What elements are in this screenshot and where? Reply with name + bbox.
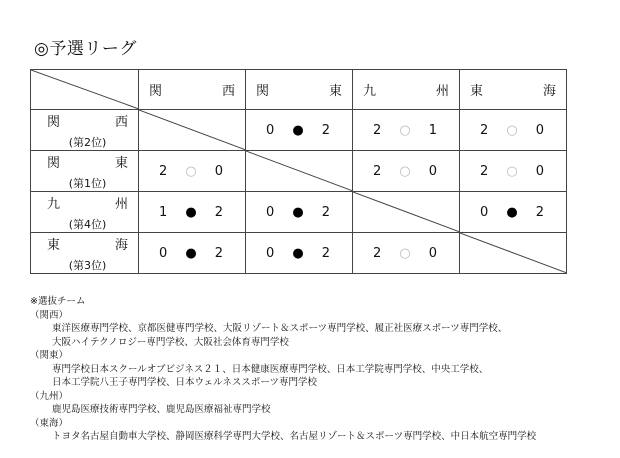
team-name-char: 西: [114, 114, 128, 130]
col-header-char: 関: [256, 84, 270, 99]
col-header-kyushu: [353, 70, 460, 110]
loss-mark-icon: ●: [185, 245, 197, 261]
page-title: ◎予選リーグ: [34, 39, 137, 59]
school-list-line: 東洋医療専門学校、京都医健専門学校、大阪リゾート＆スポーツ専門学校、履正社医療スポーツ専門学校、: [52, 323, 508, 334]
row-header-kanto: [31, 151, 139, 192]
loss-mark-icon: ●: [292, 122, 304, 138]
team-rank: (第2位): [68, 135, 107, 149]
team-row-kansai: [31, 110, 567, 151]
score-right: 0: [428, 163, 437, 179]
score-right: 2: [321, 245, 330, 261]
team-rank: (第3位): [68, 258, 107, 272]
score-cell: [139, 151, 246, 192]
col-header-kanto: [246, 70, 353, 110]
score-left: 0: [159, 245, 168, 261]
col-header-char: 東: [328, 84, 342, 99]
score-cell: [139, 233, 246, 274]
score-right: 0: [214, 163, 223, 179]
region-label: （九州）: [30, 390, 69, 402]
team-row-kyushu: [31, 192, 567, 233]
loss-mark-icon: ●: [506, 204, 518, 220]
self-match-cell: [246, 151, 353, 192]
win-mark-icon: ○: [399, 163, 411, 179]
team-name-char: 九: [47, 196, 61, 212]
league-table: [30, 69, 567, 274]
score-left: 0: [266, 122, 275, 138]
self-match-cell: [353, 192, 460, 233]
team-row-tokai: [31, 233, 567, 274]
col-header-char: 関: [149, 84, 163, 99]
col-header-char: 西: [221, 84, 235, 99]
team-rank: (第4位): [68, 217, 107, 231]
results-table: [30, 69, 567, 274]
score-cell: [460, 110, 567, 151]
score-left: 2: [159, 163, 168, 179]
school-list-line: 大阪ハイテクノロジー専門学校、大阪社会体育専門学校: [52, 336, 289, 348]
region-label: （東海）: [30, 417, 69, 429]
col-header-char: 海: [542, 84, 556, 99]
win-mark-icon: ○: [506, 122, 518, 138]
score-right: 2: [214, 204, 223, 220]
school-list-line: 日本工学院八王子専門学校、日本ウェルネススポーツ専門学校: [52, 377, 317, 388]
score-right: 0: [428, 245, 437, 261]
score-cell: [139, 192, 246, 233]
score-right: 2: [321, 204, 330, 220]
score-cell: [246, 192, 353, 233]
diagonal-line: [460, 233, 567, 273]
team-notes: [30, 295, 536, 444]
corner-cell: [31, 70, 139, 110]
score-cell: [460, 192, 567, 233]
diagonal-line: [246, 151, 353, 191]
win-mark-icon: ○: [506, 163, 518, 179]
col-header-char: 州: [435, 84, 449, 99]
team-name-char: 関: [47, 114, 61, 130]
score-left: 2: [480, 122, 489, 138]
school-list-line: トヨタ名古屋自動車大学校、静岡医療科学専門大学校、名古屋リゾート＆スポーツ専門学校、中日本航空専門学校: [52, 431, 537, 442]
diagonal-line: [139, 110, 246, 150]
self-match-cell: [460, 233, 567, 274]
col-header-kansai: [139, 70, 246, 110]
row-header-kansai: [31, 110, 139, 151]
score-cell: [246, 110, 353, 151]
school-list-line: 鹿児島医療技術専門学校、鹿児島医療福祉専門学校: [52, 404, 271, 415]
notes-heading: ※選抜チーム: [30, 296, 86, 307]
row-header-kyushu: [31, 192, 139, 233]
score-right: 0: [535, 122, 544, 138]
corner-diagonal: [31, 70, 139, 109]
score-left: 2: [480, 163, 489, 179]
score-cell: [353, 151, 460, 192]
score-left: 0: [266, 245, 275, 261]
region-label: （関東）: [30, 350, 69, 361]
score-left: 0: [266, 204, 275, 220]
score-cell: [246, 233, 353, 274]
score-left: 2: [373, 122, 382, 138]
win-mark-icon: ○: [185, 163, 197, 179]
score-cell: [353, 110, 460, 151]
score-cell: [460, 151, 567, 192]
score-right: 1: [428, 122, 437, 138]
win-mark-icon: ○: [399, 245, 411, 261]
team-rank: (第1位): [68, 176, 107, 190]
header-row: [31, 70, 567, 110]
col-header-tokai: [460, 70, 567, 110]
score-left: 2: [373, 163, 382, 179]
team-row-kanto: [31, 151, 567, 192]
score-right: 2: [535, 204, 544, 220]
diagonal-line: [353, 192, 460, 232]
region-label: （関西）: [30, 309, 69, 321]
score-right: 2: [321, 122, 330, 138]
team-name-char: 関: [47, 155, 61, 171]
loss-mark-icon: ●: [292, 204, 304, 220]
score-left: 0: [480, 204, 489, 220]
team-name-char: 州: [114, 196, 128, 212]
team-name-char: 海: [114, 237, 128, 253]
win-mark-icon: ○: [399, 122, 411, 138]
team-name-char: 東: [47, 237, 61, 253]
score-right: 2: [214, 245, 223, 261]
loss-mark-icon: ●: [292, 245, 304, 261]
self-match-cell: [139, 110, 246, 151]
score-cell: [353, 233, 460, 274]
school-list-line: 専門学校日本スクールオブビジネス２１、日本健康医療専門学校、日本工学院専門学校、中央工学校、: [52, 363, 489, 375]
team-name-char: 東: [114, 155, 128, 171]
score-left: 1: [159, 204, 168, 220]
col-header-char: 九: [363, 84, 377, 99]
row-header-tokai: [31, 233, 139, 274]
score-right: 0: [535, 163, 544, 179]
col-header-char: 東: [470, 84, 484, 99]
loss-mark-icon: ●: [185, 204, 197, 220]
score-left: 2: [373, 245, 382, 261]
